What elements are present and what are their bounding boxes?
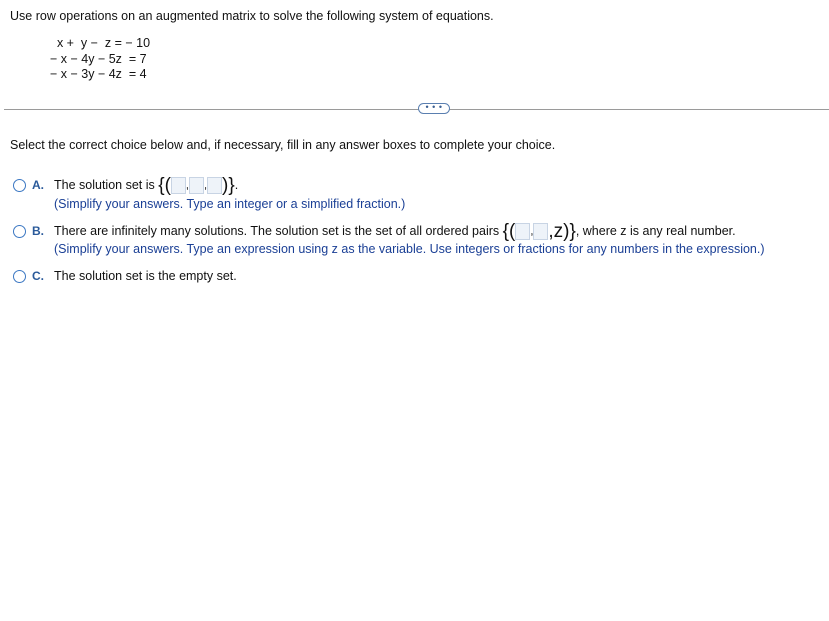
answer-box-a1[interactable] xyxy=(171,177,186,194)
ellipsis-icon: • • • xyxy=(425,101,443,112)
instructions: Select the correct choice below and, if necessary, fill in any answer boxes to complete your choice. xyxy=(10,138,556,152)
choice-a-sep1: , xyxy=(185,179,189,192)
choice-a-text xyxy=(54,177,238,194)
answer-box-b2[interactable] xyxy=(533,223,548,240)
choice-a-letter: A. xyxy=(32,178,44,192)
question-prompt: Use row operations on an augmented matrix to solve the following system of equations. xyxy=(10,9,494,23)
choice-b-hint: (Simplify your answers. Type an expression using z as the variable. Use integers or fractions for any numbers in the expression.) xyxy=(54,242,765,256)
choice-c-letter: C. xyxy=(32,269,44,283)
choice-a-hint: (Simplify your answers. Type an integer or a simplified fraction.) xyxy=(54,197,406,211)
choice-b-label: There are infinitely many solutions. The solution set is the set of all ordered pairs xyxy=(54,223,500,238)
more-options-button[interactable] xyxy=(418,103,450,114)
choice-c-radio[interactable] xyxy=(13,270,26,283)
answer-box-a2[interactable] xyxy=(189,177,204,194)
equation-1: x + y − z = − 10 xyxy=(50,36,151,50)
equation-2: − x − 4y − 5z = 7 xyxy=(50,51,147,66)
choice-b-sep1: , xyxy=(530,225,534,238)
choice-b-text xyxy=(54,223,736,240)
choice-b-open: {( xyxy=(502,221,516,242)
divider xyxy=(4,109,829,110)
answer-box-b1[interactable] xyxy=(515,223,530,240)
choice-b-letter: B. xyxy=(32,224,44,238)
equation-system xyxy=(50,36,150,83)
choice-a-radio[interactable] xyxy=(13,179,26,192)
choice-a-sep2: , xyxy=(203,179,208,192)
equation-3: − x − 3y − 4z = 4 xyxy=(50,67,147,81)
choice-b-tail: ,z)} xyxy=(548,221,576,242)
answer-box-a3[interactable] xyxy=(207,177,222,194)
choice-a-end: . xyxy=(234,177,239,192)
choice-a-open: {( xyxy=(158,175,171,196)
choice-b-radio[interactable] xyxy=(13,225,26,238)
choice-a-label: The solution set is xyxy=(54,177,155,192)
choice-a-close: )} xyxy=(222,175,235,196)
choice-b-after: , where z is any real number. xyxy=(575,223,736,238)
choice-c-text: The solution set is the empty set. xyxy=(54,269,237,283)
